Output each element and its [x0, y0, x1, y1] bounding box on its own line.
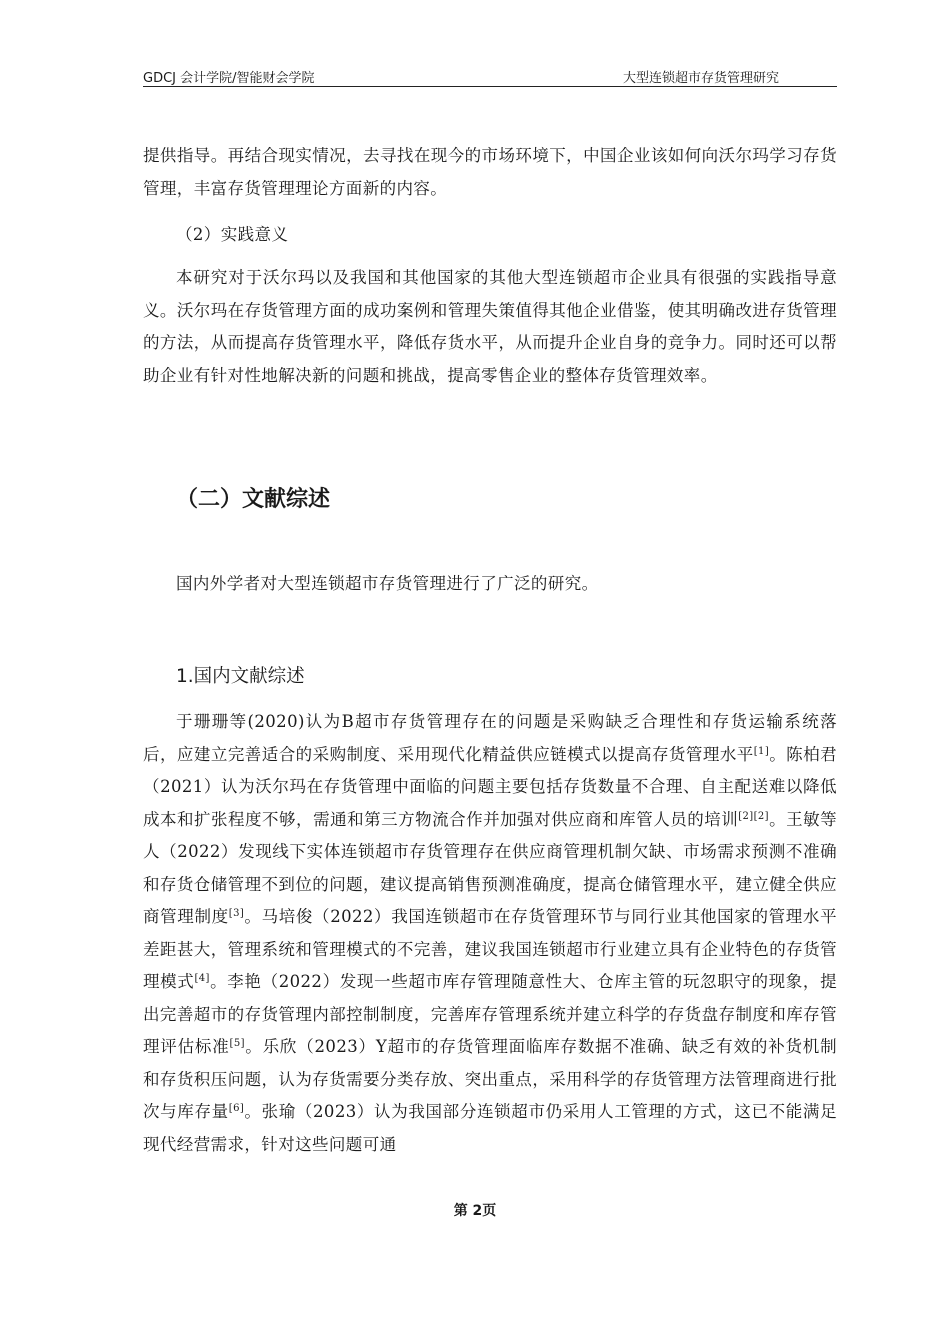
section-intro-text: 国内外学者对大型连锁超市存货管理进行了广泛的研究。: [176, 574, 599, 593]
citation-6: [6]: [228, 1103, 245, 1114]
citation-2: [2][2]: [738, 810, 769, 822]
header-institution: GDCJ 会计学院/智能财会学院: [143, 71, 315, 86]
lit-sentence-3: 。王敏等人（2022）发现线下实体连锁超市存货管理存在供应商管理机制欠缺、市场需求预测不准确和存货仓储管理不到位的问题，建议提高销售预测准确度，提高仓储管理水平，建立健全供应商管理制度: [143, 809, 837, 926]
citation-1: [1]: [753, 745, 770, 757]
literature-paragraph-text: [143, 706, 837, 1161]
practice-subheading-text: （2）实践意义: [176, 225, 289, 244]
page-number: 第 2页: [453, 1203, 497, 1219]
lit-sentence-4: 。马培俊（2022）我国连锁超市在存货管理环节与同行业其他国家的管理水平差距甚大，管理系统和管理模式的不完善，建议我国连锁超市行业建立具有企业特色的存货管理模式: [143, 907, 837, 991]
subsection-heading: 1.国内文献综述: [176, 666, 305, 687]
citation-3: [3]: [228, 908, 245, 919]
intro-paragraph: [143, 140, 837, 205]
page-header: [143, 64, 837, 87]
lit-sentence-6: 。乐欣（2023）Y超市的存货管理面临库存数据不准确、缺乏有效的补货机制和存货积压问题，认为存货需要分类存放、突出重点，采用科学的存货管理方法管理商进行批次与库存量: [143, 1037, 838, 1121]
intro-paragraph-text: 提供指导。再结合现实情况，去寻找在现今的市场环境下，中国企业该如何向沃尔玛学习存货管理，丰富存货管理理论方面新的内容。: [143, 146, 837, 198]
header-title: 大型连锁超市存货管理研究: [622, 71, 779, 86]
section-intro: [176, 568, 837, 601]
practice-subheading: [176, 219, 837, 252]
citation-5: [5]: [229, 1038, 245, 1049]
lit-sentence-5: 。李艳（2022）发现一些超市库存管理随意性大、仓库主管的玩忽职守的现象，提出完善超市的存货管理内部控制制度，完善库存管理系统并建立科学的存货盘存制度和库存管理评估标准: [143, 972, 837, 1056]
literature-paragraph: [143, 706, 837, 1161]
citation-4: [4]: [194, 973, 210, 984]
practice-paragraph: [143, 262, 837, 392]
lit-sentence-1: 于珊珊等(2020)认为B超市存货管理存在的问题是采购缺乏合理性和存货运输系统落后，应建立完善适合的采购制度、采用现代化精益供应链模式以提高存货管理水平: [143, 712, 837, 764]
practice-paragraph-text: 本研究对于沃尔玛以及我国和其他国家的其他大型连锁超市企业具有很强的实践指导意义。沃尔玛在存货管理方面的成功案例和管理失策值得其他企业借鉴，使其明确改进存货管理的方法，从而提高存货管理水平，降低存货水平，从而提升企业自身的竞争力。同时还可以帮助企业有针对性地解决新的问题和挑战，提高零售企业的整体存货管理效率。: [143, 268, 837, 385]
section-heading: （二）文献综述: [176, 487, 331, 512]
page-footer: [0, 1200, 950, 1220]
lit-sentence-2: 。陈柏君（2021）认为沃尔玛在存货管理中面临的问题主要包括存货数量不合理、自主配送难以降低成本和扩张程度不够，需通和第三方物流合作并加强对供应商和库管人员的培训: [143, 744, 837, 829]
lit-sentence-7: 。张瑜（2023）认为我国部分连锁超市仍采用人工管理的方式，这已不能满足现代经营需求，针对这些问题可通: [143, 1102, 837, 1154]
